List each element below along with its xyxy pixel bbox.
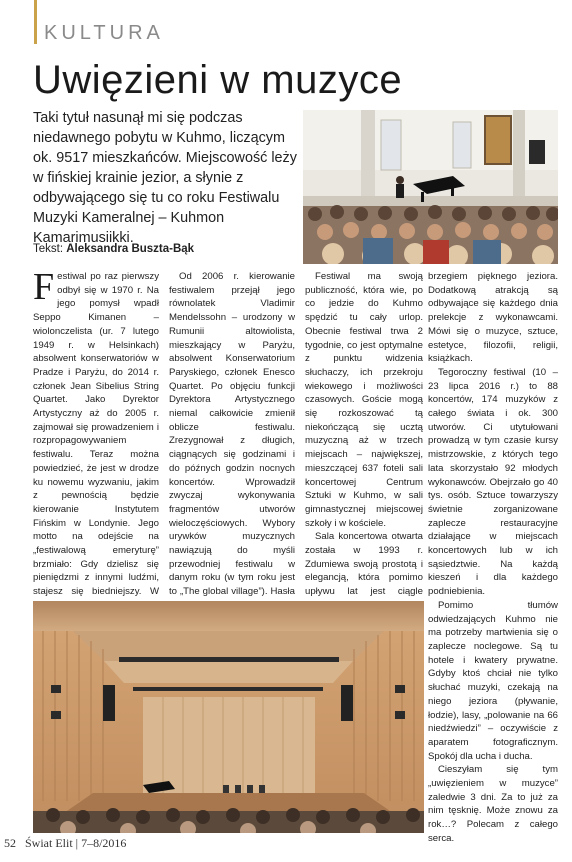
column-4-paragraph-2: Tegoroczny festiwal (10 – 23 lipca 2016 r.) to 88 koncertów, 174 muzyków z całego świata i ok. 300 utworów. Ci utytułowani prowadzą w tym czasie kursy mistrzowskie, z których tego lata skorzystało 92 młodych wykonawców. Obejrzało go 40 tys. osób. Sztuce towarzyszy świetnie zorganizowane zaplecze restauracyjne działające w miejscach koncertowych lub w ich sąsiedztwie. Na każdą kieszeń i dla każdego podniebienia. bbox=[428, 366, 558, 598]
concert-hall-photo bbox=[33, 601, 424, 833]
page-number: 52 bbox=[4, 836, 16, 850]
column-3-paragraph-1: Festiwal ma swoją publiczność, która wie, po co jedzie do Kuhmo spędzić tu cały urlop. Obecnie festiwal trwa 2 tygodnie, co jest optymalne z punktu widzenia słuchaczy, ich przekroju wiekowego i możliwości czasowych. Goście mogą się rozkoszować tą niekończącą się ucztą muzyczną aż w trzech miejscach – największej, mieszczącej 637 foteli sali koncertowej Centrum Sztuki w Kuhmo, w sali gimnastycznej miejscowej szkoły i w kościele. bbox=[305, 271, 423, 529]
column-4-paragraph-4: Cieszyłam się tym „uwięzieniem w muzyce” zaledwie 3 dni. Za to już za nim tęsknię. Może znowu za rok…? Polecam z całego serca. bbox=[428, 764, 558, 844]
author-name: Aleksandra Buszta-Bąk bbox=[66, 243, 195, 255]
column-2-text: Od 2006 r. kierowanie festiwalem przejął jego równolatek Vladimir Mendelssohn – urodzony w Rumunii altowiolista, mieszkający w Paryżu, absolwent Konserwatorium Paryskiego, członek Enesco Quartet. Po objęciu funkcji Dyrektora Artystycznego niemal całkowicie zmienił oblicze festiwalu. Zrezygnował z długich, ciągnących się godzinami i do późnych godzin nocnych koncertów. Wprowadził zwyczaj wykonywania fragmentów utworów wieloczęściowych. Wybory urywków muzycznych nawiązują do myśli przewodniej festiwalu w danym roku (w tym roku jest to „The global village”). Hasła bbox=[169, 271, 295, 598]
section-label: KULTURA bbox=[44, 22, 164, 44]
concert-hall-illustration bbox=[33, 601, 424, 833]
article-column-1 bbox=[33, 266, 159, 640]
column-4-paragraph-1: brzegiem pięknego jeziora. Dodatkową atrakcją są odbywające się każdego dnia prelekcje z wykonawcami. Mówi się o muzyce, sztuce, estetyce, filozofii, religii, książkach. bbox=[428, 271, 558, 365]
article-lead: Taki tytuł nasunął mi się podczas niedawnego pobytu w Kuhmo, liczącym ok. 9517 mieszkańców. Miejscowość leży w fińskiej krainie jezior, a słynie z odbywającego się tu co roku Festiwalu Muzyki Kameralnej – Kuhmon Kamarimusiikki. bbox=[33, 110, 297, 246]
drop-cap: F bbox=[33, 266, 55, 308]
concert-audience-illustration bbox=[303, 110, 558, 264]
article-column-2 bbox=[169, 270, 295, 640]
page-footer bbox=[4, 836, 126, 851]
article-title: Uwięzieni w muzyce bbox=[33, 58, 403, 102]
column-1-text: estiwal po raz pierwszy odbył się w 1970 r. Na jego pomysł wpadł Seppo Kimanen – wiolonczelista (ur. 7 lutego 1949 r. w Helsinkach) absolwent konserwatoriów w Pradze i Paryżu, do 2014 r. członek Jean Sibelius String Quartet. Jako Dyrektor Artystyczny aż do 2005 r. zajmował się prowadzeniem i rozpropagowywaniem festiwalu. Teraz można powiedzieć, że jest w drodze ku nowemu wyzwaniu, jakim z pewnością będzie kierowanie Instytutem Fińskim w Londynie. Jego motto na odejście na „festiwalową emeryturę” brzmiało: Gdy dzielisz się pieniędzmi z innymi ludźmi, stajesz się biedniejszy. W bbox=[33, 271, 159, 598]
section-accent-bar bbox=[34, 0, 37, 44]
author-line bbox=[33, 243, 194, 255]
magazine-issue: Świat Elit | 7–8/2016 bbox=[25, 836, 127, 850]
concert-audience-photo bbox=[303, 110, 558, 264]
column-4-paragraph-3: Pomimo tłumów odwiedzających Kuhmo nie ma potrzeby martwienia się o zaplecze noclegowe. Są tu hotele i kwatery prywatne. Gdyby ktoś chciał nie tylko słuchać muzyki, czekają na niego jeziora (pływanie, łodzie), lasy, „polowanie na 66 niedźwiedzi” – oczywiście z aparatem fotograficznym. Spokój dla ucha i ducha. bbox=[428, 599, 558, 762]
article-column-4 bbox=[428, 270, 558, 846]
author-prefix: Tekst: bbox=[33, 243, 64, 255]
column-3-paragraph-2: Sala koncertowa otwarta została w 1993 r. Zdumiewa swoją prostotą i elegancją, która pomimo upływu lat jest ciągle bbox=[305, 531, 423, 598]
